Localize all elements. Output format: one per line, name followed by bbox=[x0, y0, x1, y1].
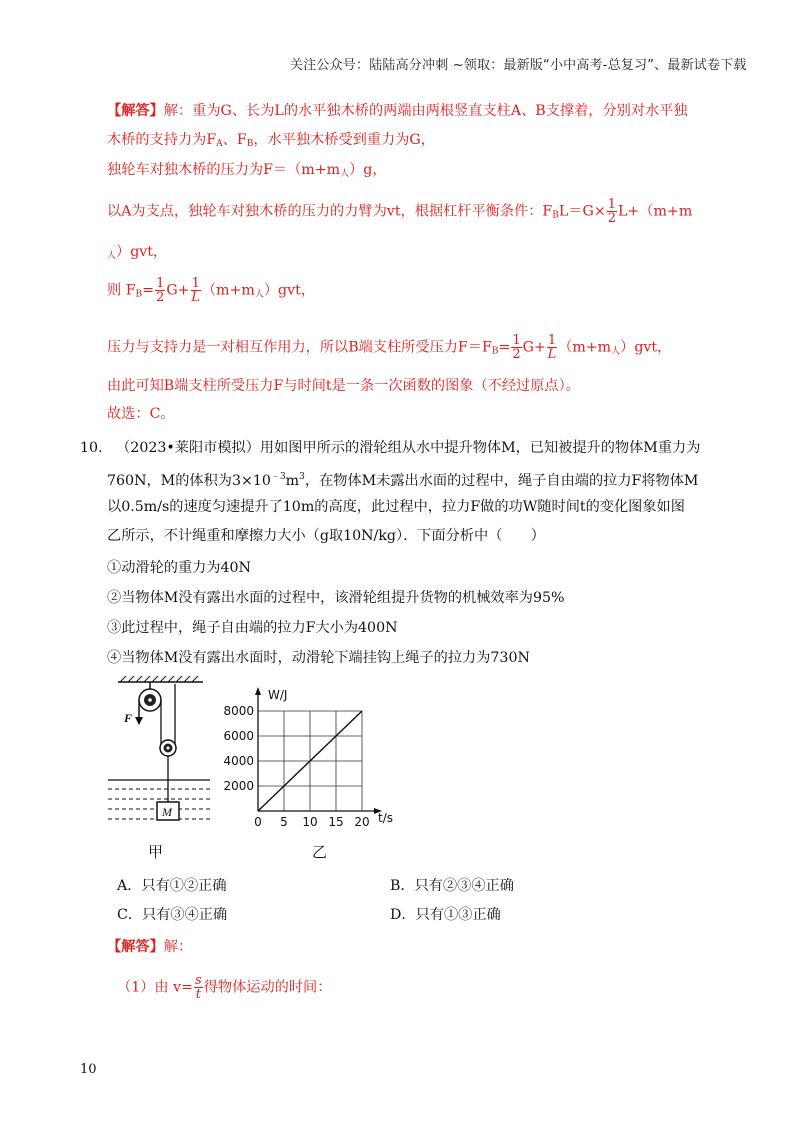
work-time-chart bbox=[220, 682, 410, 832]
block-label: M bbox=[162, 805, 172, 819]
answer9-line8: 由此可知B端支柱所受压力F与时间t是一条一次函数的图象（不经过原点）。 bbox=[107, 378, 580, 394]
answer9-line9: 故选：C。 bbox=[107, 406, 175, 422]
statement-2: ②当物体M没有露出水面的过程中，该滑轮组提升货物的机械效率为95% bbox=[107, 590, 565, 606]
answer10-line2: （1）由 v= $\frac{s}{t}$ 得物体运动的时间： bbox=[117, 973, 332, 1002]
answer9-text1: 解：重为G、长为L的水平独木桥的两端由两根竖直支柱A、B支撑着，分别对水平独 bbox=[163, 103, 688, 119]
ceiling-hatch bbox=[120, 676, 198, 682]
answer9-line2: 木桥的支持力为$F_A$、$F_B$，水平独木桥受到重力为G， bbox=[107, 132, 435, 149]
force-label: F bbox=[124, 711, 133, 725]
x-tick-label: 20 bbox=[354, 815, 370, 829]
x-tick-label: 10 bbox=[302, 815, 318, 829]
x-tick-label: 0 bbox=[254, 815, 262, 829]
question10-line2: 760N，M的体积为$3\times 10^{﹣3}m^3$，在物体M未露出水面的过程中，绳子自由端的拉力F将物体M bbox=[107, 472, 699, 489]
figure-yi-caption: 乙 bbox=[312, 843, 328, 861]
y-tick-label: 8000 bbox=[223, 704, 254, 718]
answer9-line7: 压力与支持力是一对相互作用力，所以B端支柱所受压力$F=F_B=$ $\frac{1}{2}$ G+ $\frac{1}{L}$ $(m+m_人)gvt$， bbox=[107, 333, 672, 362]
pulley-diagram bbox=[108, 676, 213, 831]
figure-jia-caption: 甲 bbox=[148, 843, 164, 861]
option-b[interactable]: B．只有②③④正确 bbox=[390, 878, 514, 894]
answer9-line5: $_人$）gvt， bbox=[107, 244, 168, 261]
answer-tag: 【解答】 bbox=[107, 103, 164, 119]
x-axis-label: t/s bbox=[378, 811, 393, 825]
question10-line4: 乙所示，不计绳重和摩擦力大小（g取10N/kg）．下面分析中（ ） bbox=[107, 528, 545, 544]
answer9-line3: 独轮车对独木桥的压力为$F=(m+m_人)g$， bbox=[107, 162, 387, 179]
option-d[interactable]: D．只有①③正确 bbox=[390, 907, 501, 923]
y-tick-label: 4000 bbox=[223, 754, 254, 768]
page-header: 关注公众号：陆陆高分冲刺 ~领取：最新版“小中高考-总复习”、最新试卷下载 bbox=[290, 58, 747, 73]
option-c[interactable]: C．只有③④正确 bbox=[117, 907, 228, 923]
y-tick-label: 2000 bbox=[223, 779, 254, 793]
statement-1: ①动滑轮的重力为40N bbox=[107, 560, 251, 576]
y-axis-arrow bbox=[255, 687, 261, 695]
force-arrow bbox=[135, 717, 143, 725]
answer10-line1: 【解答】解： bbox=[107, 939, 193, 955]
answer9-line6: 则 $F_B=$ $\frac{1}{2}$ G+ $\frac{1}{L}$ $(m+m_人)gvt$， bbox=[107, 276, 316, 305]
page-number: 10 bbox=[80, 1062, 97, 1077]
question10-line3: 以0.5m/s的速度匀速提升了10m的高度，此过程中，拉力F做的功W随时间t的变化图象如图 bbox=[107, 499, 685, 515]
statement-3: ③此过程中，绳子自由端的拉力F大小为400N bbox=[107, 620, 398, 636]
x-tick-label: 15 bbox=[328, 815, 344, 829]
y-tick-label: 6000 bbox=[223, 729, 254, 743]
x-tick-label: 5 bbox=[280, 815, 288, 829]
question-number: 10. bbox=[80, 440, 103, 456]
option-a[interactable]: A．只有①②正确 bbox=[117, 878, 227, 894]
answer9-line4: 以A为支点，独轮车对独木桥的压力的力臂为vt，根据杠杆平衡条件：$F_BL=G\times$ $\frac{1}{2}$ L+（m+m bbox=[107, 197, 693, 226]
answer9-line1 bbox=[107, 101, 688, 121]
question10-line1: 10. （2023•莱阳市模拟）用如图甲所示的滑轮组从水中提升物体M，已知被提升的物体M重力为 bbox=[80, 440, 701, 456]
y-axis-label: W/J bbox=[268, 688, 288, 702]
statement-4: ④当物体M没有露出水面时，动滑轮下端挂钩上绳子的拉力为730N bbox=[107, 650, 530, 666]
